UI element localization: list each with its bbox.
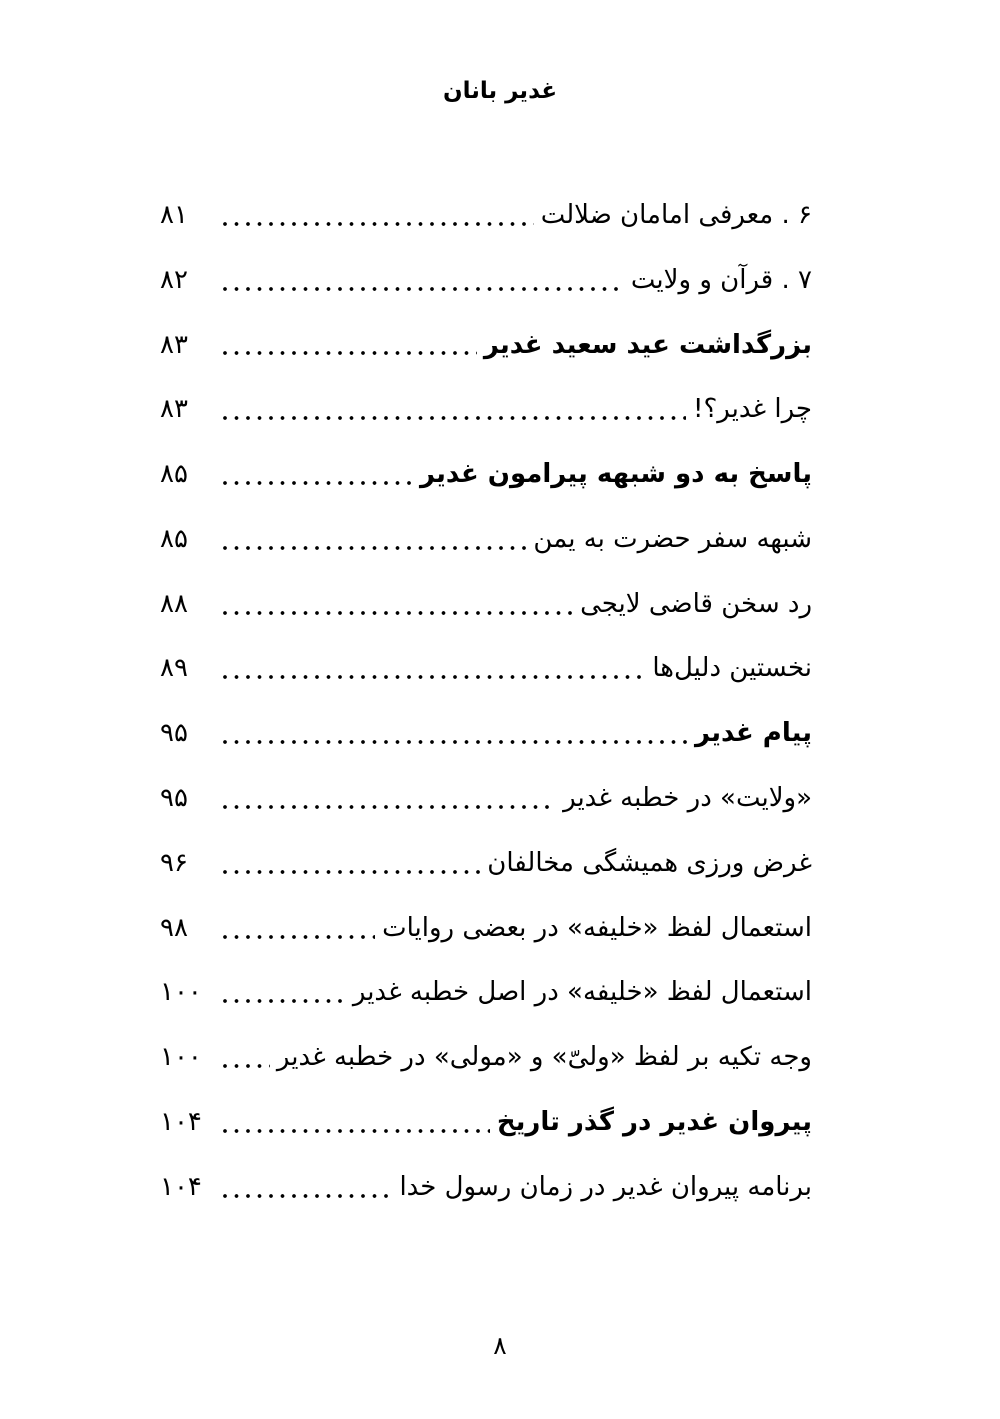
toc-dot-leader (223, 920, 375, 946)
toc-entry-title: چرا غدیر؟! (693, 394, 812, 425)
toc-dot-leader (223, 855, 480, 881)
toc-entry[interactable] (160, 946, 812, 1011)
toc-entry-page-number: ۸۲ (160, 264, 188, 295)
toc-entry-title: برنامه پیروان غدیر در زمان رسول خدا (399, 1171, 812, 1202)
toc-entry-page-number: ۸۹ (160, 653, 188, 684)
toc-entry[interactable] (160, 622, 812, 687)
toc-dot-leader (223, 207, 534, 233)
toc-entry-title: غرض ورزی همیشگی مخالفان (487, 847, 812, 878)
toc-entry[interactable] (160, 816, 812, 881)
toc-entry-page-number: ۸۵ (160, 459, 188, 490)
toc-dot-leader (223, 660, 645, 686)
toc-entry-title: پاسخ به دو شبهه پیرامون غدیر (419, 459, 812, 490)
toc-entry-page-number: ۸۵ (160, 523, 188, 554)
toc-entry[interactable] (160, 751, 812, 816)
toc-entry[interactable] (160, 298, 812, 363)
toc-entry-page-number: ۸۸ (160, 588, 188, 619)
toc-dot-leader (223, 596, 573, 622)
toc-entry-title: رد سخن قاضی لایجی (580, 588, 812, 619)
toc-entry[interactable] (160, 881, 812, 946)
toc-entry-page-number: ۱۰۴ (160, 1171, 202, 1202)
folio-number: ۸ (493, 1331, 507, 1360)
toc-entry[interactable] (160, 686, 812, 751)
toc-entry[interactable] (160, 1140, 812, 1205)
page-folio (0, 1331, 1000, 1360)
toc-entry-page-number: ۱۰۴ (160, 1107, 202, 1138)
toc-entry-title: نخستین دلیل‌ها (652, 653, 812, 684)
toc-dot-leader (223, 725, 688, 751)
toc-entry-title: بزرگداشت عید سعید غدیر (483, 329, 812, 360)
toc-entry[interactable] (160, 427, 812, 492)
toc-entry[interactable] (160, 1075, 812, 1140)
toc-entry-page-number: ۹۵ (160, 783, 188, 814)
toc-entry[interactable] (160, 492, 812, 557)
toc-entry-title: پیام غدیر (695, 718, 812, 749)
toc-dot-leader (223, 1049, 270, 1075)
toc-dot-leader (223, 336, 477, 362)
toc-entry-page-number: ۹۵ (160, 718, 188, 749)
toc-entry[interactable] (160, 362, 812, 427)
toc-entry-title: استعمال لفظ «خلیفه» در بعضی روایات (382, 912, 812, 943)
toc-dot-leader (223, 1179, 392, 1205)
toc-entry-title: وجه تکیه بر لفظ «ولیّ» و «مولی» در خطبه غدیر (276, 1042, 812, 1073)
toc-entry-page-number: ۸۱ (160, 199, 188, 230)
toc-entry-page-number: ۹۶ (160, 847, 188, 878)
table-of-contents (160, 168, 812, 1205)
toc-dot-leader (223, 466, 413, 492)
toc-entry-title: شبهه سفر حضرت به یمن (533, 523, 812, 554)
toc-entry[interactable] (160, 1010, 812, 1075)
toc-dot-leader (223, 401, 686, 427)
toc-dot-leader (223, 984, 346, 1010)
toc-entry[interactable] (160, 233, 812, 298)
toc-dot-leader (223, 790, 556, 816)
toc-entry-title: ۶ . معرفی امامان ضلالت (540, 199, 812, 230)
toc-entry-title: «ولایت» در خطبه غدیر (563, 783, 812, 814)
toc-entry-page-number: ۱۰۰ (160, 977, 202, 1008)
toc-entry-title: پیروان غدیر در گذر تاریخ (496, 1107, 812, 1138)
toc-entry-page-number: ۸۳ (160, 329, 188, 360)
toc-entry[interactable] (160, 168, 812, 233)
toc-entry-page-number: ۹۸ (160, 912, 188, 943)
running-header (188, 78, 812, 106)
toc-entry-title: استعمال لفظ «خلیفه» در اصل خطبه غدیر (352, 977, 812, 1008)
toc-entry-page-number: ۱۰۰ (160, 1042, 202, 1073)
toc-dot-leader (223, 1114, 490, 1140)
toc-entry-page-number: ۸۳ (160, 394, 188, 425)
toc-dot-leader (223, 531, 526, 557)
toc-entry[interactable] (160, 557, 812, 622)
toc-entry-title: ۷ . قرآن و ولایت (630, 264, 812, 295)
book-title: غدیر بانان (442, 78, 558, 104)
toc-dot-leader (223, 272, 624, 298)
